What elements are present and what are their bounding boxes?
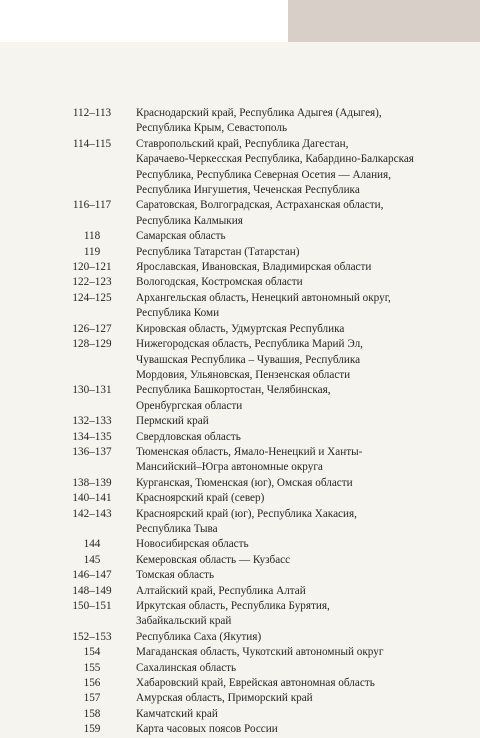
toc-entry: [62, 106, 462, 137]
toc-entry: [62, 229, 462, 244]
toc-entry-text: [122, 322, 462, 337]
toc-page-range: 116–117: [72, 199, 112, 212]
toc-page-range: 146–147: [72, 569, 112, 582]
toc-entry-text: [122, 584, 462, 599]
toc-entry-line: Республика Татарстан (Татарстан): [136, 245, 300, 258]
toc-page-range: 158: [83, 707, 101, 720]
toc-entry-line: Республика Коми: [136, 307, 220, 320]
toc-entry-line: Кировская область, Удмуртская Республика: [136, 322, 345, 335]
toc-page-range: 157: [83, 692, 101, 705]
toc-page-range: 150–151: [72, 600, 112, 612]
toc-entry-line: Республика Башкортостан, Челябинская,: [136, 384, 331, 397]
toc-entry-line: Курганская, Тюменская (юг), Омская области: [136, 476, 353, 489]
toc-entry-line: Новосибирская область: [136, 538, 249, 551]
toc-entry: [62, 691, 462, 706]
toc-entry: [62, 645, 462, 660]
toc-entry: [62, 383, 462, 414]
toc-page-range: 120–121: [72, 261, 112, 274]
toc-entry: [62, 337, 462, 383]
toc-entry-line: Саратовская, Волгоградская, Астраханская области,: [136, 199, 384, 212]
toc-entry-text: [122, 137, 462, 199]
toc-entry-text: [122, 568, 462, 583]
top-band: [0, 0, 480, 42]
toc-entry-line: Республика, Республика Северная Осетия — Алания,: [136, 168, 391, 181]
toc-entry-text: [122, 106, 462, 137]
toc-entry: [62, 445, 462, 476]
toc-page-range: 145: [83, 553, 101, 566]
toc-entry-text: [122, 491, 462, 506]
toc-page-range: 159: [83, 723, 101, 736]
toc-entry-text: [122, 630, 462, 645]
toc-entry-line: Забайкальский край: [136, 615, 232, 628]
toc-entry-line: Красноярский край (юг), Республика Хакасия,: [136, 507, 357, 520]
toc-page-range: 118: [83, 230, 101, 243]
toc-page-range: 126–127: [72, 322, 112, 335]
toc-entry-text: [122, 507, 462, 538]
toc-entry: [62, 537, 462, 552]
toc-entry-line: Республика Тыва: [136, 522, 218, 535]
toc-entry: [62, 584, 462, 599]
toc-entry: [62, 198, 462, 229]
toc-page-range: 156: [83, 677, 101, 690]
toc-page-range: 134–135: [72, 430, 112, 443]
toc-entry: [62, 722, 462, 737]
toc-entry: [62, 137, 462, 199]
toc-entry-line: Амурская область, Приморский край: [136, 692, 313, 705]
toc-entry-line: Вологодская, Костромская области: [136, 276, 303, 289]
toc-entry-line: Красноярский край (север): [136, 492, 265, 505]
toc-entry-text: [122, 383, 462, 414]
toc-entry-text: [122, 275, 462, 290]
toc-page-range: 128–129: [72, 338, 112, 351]
toc-entry-text: [122, 676, 462, 691]
toc-entry-line: Самарская область: [136, 230, 226, 243]
toc-entry: [62, 676, 462, 691]
toc-entry-text: [122, 260, 462, 275]
toc-entry-text: [122, 691, 462, 706]
toc-entry-text: [122, 291, 462, 322]
toc-entry-line: Магаданская область, Чукотский автономный округ: [136, 646, 384, 659]
toc-entry-text: [122, 430, 462, 445]
toc-entry-line: Карачаево-Черкесская Республика, Кабардино-Балкарская: [136, 153, 414, 166]
toc-page-range: 136–137: [72, 445, 112, 458]
toc-page-range: 142–143: [72, 507, 112, 520]
toc-page-range: 155: [83, 661, 101, 674]
table-of-contents: [62, 106, 462, 738]
toc-entry-line: Мансийский–Югра автономные округа: [136, 461, 323, 474]
toc-entry: [62, 275, 462, 290]
toc-entry-text: [122, 476, 462, 491]
toc-entry: [62, 491, 462, 506]
toc-entry-line: Тюменская область, Ямало-Ненецкий и Ханты-: [136, 445, 363, 458]
toc-entry-text: [122, 414, 462, 429]
top-band-tint: [288, 0, 480, 42]
toc-entry: [62, 507, 462, 538]
page: [0, 42, 480, 736]
toc-entry-text: [122, 553, 462, 568]
toc-entry-text: [122, 645, 462, 660]
toc-entry-text: [122, 245, 462, 260]
toc-entry-line: Сахалинская область: [136, 661, 237, 674]
toc-entry-text: [122, 229, 462, 244]
toc-entry-line: Ставропольский край, Республика Дагестан,: [136, 137, 349, 150]
toc-entry-text: [122, 661, 462, 676]
toc-page-range: 148–149: [72, 584, 112, 597]
toc-entry-line: Чувашская Республика – Чувашия, Республика: [136, 353, 361, 366]
toc-entry-line: Республика Крым, Севастополь: [136, 122, 288, 135]
toc-entry-line: Алтайский край, Республика Алтай: [136, 584, 306, 597]
toc-entry-line: Карта часовых поясов России: [136, 723, 278, 736]
toc-entry: [62, 322, 462, 337]
toc-entry-text: [122, 198, 462, 229]
toc-entry-line: Республика Калмыкия: [136, 214, 243, 227]
toc-entry-line: Ярославская, Ивановская, Владимирская области: [136, 261, 372, 274]
toc-entry-line: Хабаровский край, Еврейская автономная область: [136, 677, 375, 690]
toc-page-range: 154: [83, 646, 101, 659]
toc-entry-text: [122, 707, 462, 722]
toc-page-range: 138–139: [72, 476, 112, 489]
toc-page-range: 144: [83, 538, 101, 551]
toc-entry-text: [122, 599, 462, 630]
toc-entry-line: Республика Саха (Якутия): [136, 630, 262, 643]
toc-page-range: 132–133: [72, 415, 112, 428]
toc-entry-line: Краснодарский край, Республика Адыгея (Адыгея),: [136, 107, 382, 119]
toc-entry: [62, 476, 462, 491]
toc-entry: [62, 245, 462, 260]
toc-entry-line: Томская область: [136, 569, 215, 582]
toc-entry: [62, 414, 462, 429]
toc-page-range: 114–115: [72, 137, 112, 150]
toc-entry-line: Иркутская область, Республика Бурятия,: [136, 600, 330, 612]
toc-entry: [62, 430, 462, 445]
toc-entry-line: Нижегородская область, Республика Марий Эл,: [136, 338, 363, 351]
toc-page-range: 119: [83, 245, 101, 258]
toc-entry: [62, 707, 462, 722]
toc-entry-text: [122, 337, 462, 383]
toc-page-range: 152–153: [72, 630, 112, 643]
toc-page-range: 140–141: [72, 492, 112, 505]
toc-entry: [62, 291, 462, 322]
toc-entry-text: [122, 722, 462, 737]
toc-entry-line: Кемеровская область — Кузбасс: [136, 553, 291, 566]
toc-page-range: 130–131: [72, 384, 112, 397]
toc-entry-line: Камчатский край: [136, 707, 218, 720]
toc-entry: [62, 661, 462, 676]
toc-entry-line: Архангельская область, Ненецкий автономный округ,: [136, 291, 391, 304]
toc-entry: [62, 630, 462, 645]
toc-entry: [62, 260, 462, 275]
toc-entry: [62, 553, 462, 568]
toc-entry-text: [122, 445, 462, 476]
toc-entry-line: Оренбургская области: [136, 399, 243, 412]
toc-page-range: 124–125: [72, 291, 112, 304]
toc-entry-line: Мордовия, Ульяновская, Пензенская области: [136, 368, 351, 381]
toc-entry: [62, 568, 462, 583]
toc-entry-text: [122, 537, 462, 552]
toc-entry: [62, 599, 462, 630]
toc-entry-line: Свердловская область: [136, 430, 241, 443]
toc-entry-line: Пермский край: [136, 415, 209, 428]
toc-entry-line: Республика Ингушетия, Чеченская Республика: [136, 184, 360, 197]
toc-page-range: 112–113: [72, 107, 112, 119]
toc-page-range: 122–123: [72, 276, 112, 289]
